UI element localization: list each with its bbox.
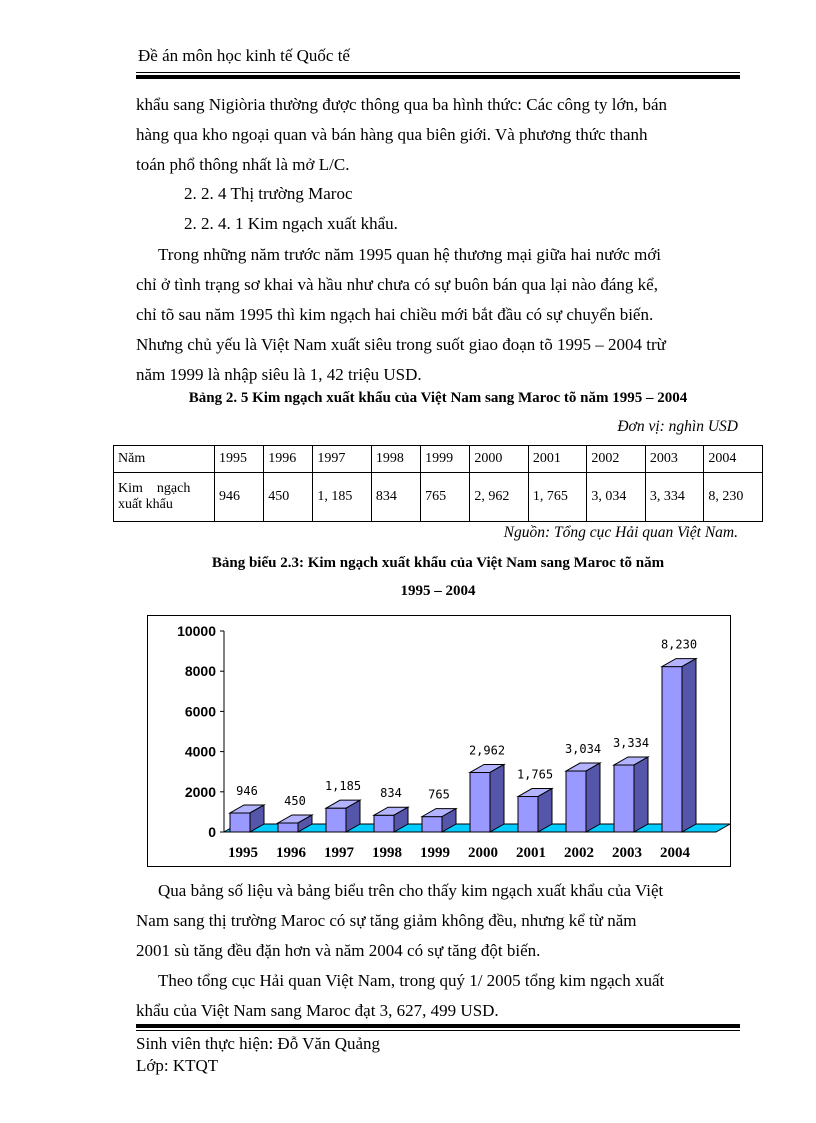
chart-caption-line1: Bảng biểu 2.3: Kim ngạch xuất khẩu của Việt Nam sang Maroc tõ năm xyxy=(211,555,665,571)
x-category-label: 1999 xyxy=(420,845,450,861)
paragraph-analysis xyxy=(136,876,740,1026)
x-category-label: 1996 xyxy=(276,845,306,861)
subsection-heading-export: 2. 2. 4. 1 Kim ngạch xuất khẩu. xyxy=(184,214,398,233)
table-cell-value: 946 xyxy=(215,473,264,522)
text-line: 2001 sù tăng đều đặn hơn và năm 2004 có sự tăng đột biến. xyxy=(136,941,541,960)
text-line: Theo tổng cục Hải quan Việt Nam, trong quý 1/ 2005 tổng kim ngạch xuất xyxy=(158,971,665,990)
text-line: khẩu sang Nigiòria thường được thông qua ba hình thức: Các công ty lớn, bán xyxy=(136,95,667,114)
bar xyxy=(326,808,346,832)
bar-data-label: 765 xyxy=(428,787,450,802)
table-cell-year: 1997 xyxy=(313,446,372,473)
x-category-label: 2000 xyxy=(468,845,498,861)
section-heading-maroc: 2. 2. 4 Thị trường Maroc xyxy=(184,184,353,203)
row-header-line: xuất khẩu xyxy=(118,497,173,512)
text-line: hàng qua kho ngoại quan và bán hàng qua biên giới. Và phương thức thanh xyxy=(136,125,648,144)
bar xyxy=(470,772,490,832)
text-line: chỉ ở tình trạng sơ khai và hầu như chưa có sự buôn bán qua lại nào đáng kể, xyxy=(136,275,658,294)
table-cell-year: 2002 xyxy=(587,446,646,473)
bar-chart-svg xyxy=(148,616,730,866)
y-tick-label: 8000 xyxy=(184,663,216,680)
table-cell-year: 1995 xyxy=(215,446,264,473)
table-cell-value: 450 xyxy=(264,473,313,522)
text-line: chỉ tõ sau năm 1995 thì kim ngạch hai chiều mới bắt đầu có sự chuyển biến. xyxy=(136,305,654,324)
paragraph-nigeria xyxy=(136,90,740,180)
table-cell-year: 2000 xyxy=(470,446,529,473)
table-row-header-year: Năm xyxy=(114,446,215,473)
table-cell-value: 1, 765 xyxy=(528,473,587,522)
header-rule-thin xyxy=(136,72,740,73)
table-caption: Bảng 2. 5 Kim ngạch xuất khẩu của Việt Nam sang Maroc tõ năm 1995 – 2004 xyxy=(188,390,688,406)
footer-class: Lớp: KTQT xyxy=(136,1056,219,1075)
table-row-header-export xyxy=(114,473,215,522)
bar xyxy=(422,817,442,832)
footer-rule-thin xyxy=(136,1030,740,1031)
table-unit-note: Đơn vị: nghìn USD xyxy=(617,418,738,435)
x-category-label: 1995 xyxy=(228,845,258,861)
table-cell-value: 3, 334 xyxy=(645,473,704,522)
header-rule-thick xyxy=(136,75,740,79)
text-line: Nhưng chủ yếu là Việt Nam xuất siêu trong suốt giao đoạn tõ 1995 – 2004 trừ xyxy=(136,335,666,354)
x-category-label: 2003 xyxy=(612,845,642,861)
table-row xyxy=(114,473,763,522)
bar-side-face xyxy=(490,764,504,832)
row-header-line: Kim ngạch xyxy=(118,481,191,496)
page-header-title: Đề án môn học kinh tế Quốc tế xyxy=(138,46,350,65)
x-category-label: 1997 xyxy=(324,845,354,861)
bar-side-face xyxy=(682,659,696,832)
bar-data-label: 2,962 xyxy=(468,743,506,758)
x-category-label: 2002 xyxy=(564,845,594,861)
bar-data-label: 834 xyxy=(380,786,402,801)
bar xyxy=(518,797,538,832)
export-table xyxy=(113,445,763,522)
table-cell-value: 8, 230 xyxy=(704,473,763,522)
y-tick-label: 2000 xyxy=(184,783,216,800)
bar-data-label: 3,034 xyxy=(564,742,602,757)
x-category-label: 2004 xyxy=(660,845,690,861)
text-line: năm 1999 là nhập siêu là 1, 42 triệu USD. xyxy=(136,365,422,384)
bar xyxy=(614,765,634,832)
bar-data-label: 946 xyxy=(236,783,258,798)
bar xyxy=(278,823,298,832)
bar-side-face xyxy=(586,763,600,832)
bar-data-label: 3,334 xyxy=(612,735,650,750)
table-cell-year: 1999 xyxy=(421,446,470,473)
bar-data-label: 450 xyxy=(284,793,306,808)
table-cell-value: 765 xyxy=(421,473,470,522)
bar-data-label: 8,230 xyxy=(660,637,698,652)
y-tick-label: 6000 xyxy=(184,703,216,720)
table-cell-year: 1998 xyxy=(371,446,420,473)
paragraph-trade-relations xyxy=(136,240,740,390)
bar-data-label: 1,765 xyxy=(516,767,554,782)
bar xyxy=(662,667,682,832)
x-category-label: 2001 xyxy=(516,845,546,861)
bar-side-face xyxy=(538,789,552,832)
bar xyxy=(566,771,586,832)
text-line: Qua bảng số liệu và bảng biểu trên cho thấy kim ngạch xuất khẩu của Việt xyxy=(158,881,664,900)
table-cell-year: 1996 xyxy=(264,446,313,473)
bar xyxy=(374,815,394,832)
text-line: Trong những năm trước năm 1995 quan hệ thương mại giữa hai nước mới xyxy=(158,245,662,264)
bar-side-face xyxy=(634,757,648,832)
y-tick-label: 0 xyxy=(208,824,216,840)
chart-caption-line2: 1995 – 2004 xyxy=(400,583,476,599)
x-category-label: 1998 xyxy=(372,845,402,861)
bar xyxy=(230,813,250,832)
table-cell-value: 1, 185 xyxy=(313,473,372,522)
text-line: khẩu của Việt Nam sang Maroc đạt 3, 627, 499 USD. xyxy=(136,1001,499,1020)
table-cell-year: 2001 xyxy=(528,446,587,473)
table-source-note: Nguồn: Tổng cục Hải quan Việt Nam. xyxy=(503,524,738,541)
table-row xyxy=(114,446,763,473)
text-line: Nam sang thị trường Maroc có sự tăng giảm không đều, nhưng kể từ năm xyxy=(136,911,637,930)
y-tick-label: 10000 xyxy=(177,623,216,639)
y-tick-label: 4000 xyxy=(184,743,216,760)
table-cell-value: 3, 034 xyxy=(587,473,646,522)
bar-chart xyxy=(147,615,731,867)
text-line: toán phổ thông nhất là mở L/C. xyxy=(136,155,350,174)
table-cell-year: 2003 xyxy=(645,446,704,473)
footer-student: Sinh viên thực hiện: Đỗ Văn Quảng xyxy=(136,1034,381,1053)
table-cell-value: 834 xyxy=(371,473,420,522)
footer-rule-thick xyxy=(136,1024,740,1028)
bar-data-label: 1,185 xyxy=(324,779,362,794)
table-cell-value: 2, 962 xyxy=(470,473,529,522)
table-cell-year: 2004 xyxy=(704,446,763,473)
